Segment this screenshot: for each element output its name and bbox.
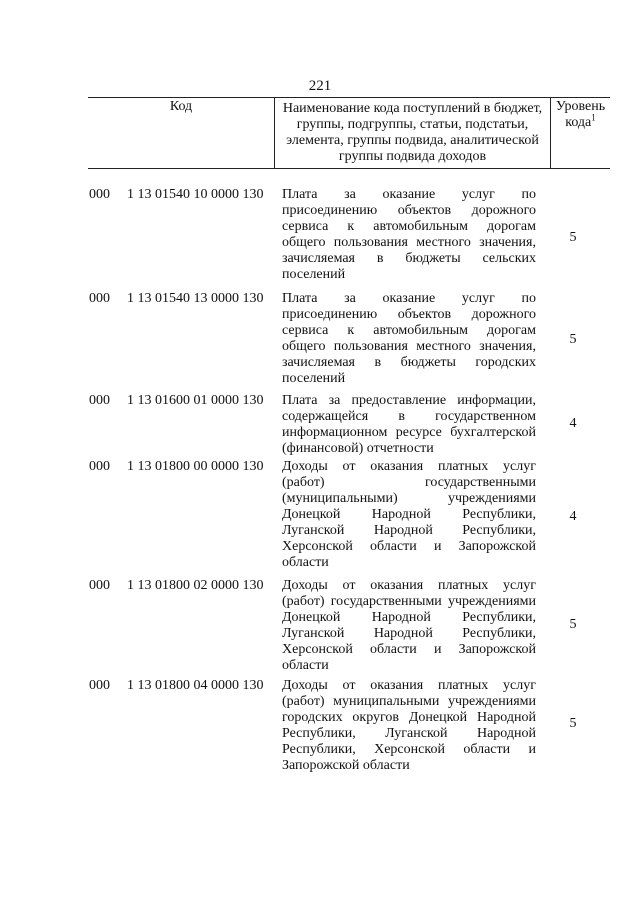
header-name <box>275 98 551 168</box>
table-body <box>0 187 640 782</box>
row-income-code: 1 13 01800 04 0000 130 <box>127 678 264 693</box>
row-admin-code: 000 <box>89 393 110 408</box>
row-level: 5 <box>569 230 577 245</box>
row-admin-code: 000 <box>89 187 110 202</box>
table-header <box>88 97 610 169</box>
row-name: Доходы от оказания платных услуг (работ) государственными учреждениями Донецкой Народной Республики, Луганской Народной Республики, Херсонской области и Запорожской области <box>282 578 536 673</box>
header-code <box>88 98 275 168</box>
row-name: Доходы от оказания платных услуг (работ) государственными (муниципальными) учреждениями Донецкой Народной Республики, Луганской Народной Республики, Херсонской области и Запорожской области <box>282 459 536 570</box>
row-income-code: 1 13 01800 00 0000 130 <box>127 459 264 474</box>
row-level: 4 <box>569 416 577 431</box>
row-name: Плата за оказание услуг по присоединению объектов дорожного сервиса к автомобильным дорогам общего пользования местного значения, зачисляемая в бюджеты сельских поселений <box>282 187 536 282</box>
row-level: 5 <box>569 716 577 731</box>
page-number: 221 <box>308 78 332 94</box>
header-code-label: Код <box>169 99 193 114</box>
table-row <box>0 393 640 459</box>
header-name-label: Наименование кода поступлений в бюджет, группы, подгруппы, статьи, подстатьи, элемента, группы подвида, аналитической группы подвида доходов <box>282 101 543 164</box>
row-admin-code: 000 <box>89 678 110 693</box>
table-row <box>0 187 640 291</box>
table-row <box>0 678 640 782</box>
row-level: 5 <box>569 617 577 632</box>
row-income-code: 1 13 01800 02 0000 130 <box>127 578 264 593</box>
table-row <box>0 291 640 393</box>
row-name: Доходы от оказания платных услуг (работ) муниципальными учреждениями городских округов Донецкой Народной Республики, Луганской Народной Республики, Херсонской области и Запорожской области <box>282 678 536 773</box>
row-name: Плата за оказание услуг по присоединению объектов дорожного сервиса к автомобильным дорогам общего пользования местного значения, зачисляемая в бюджеты городских поселений <box>282 291 536 386</box>
row-level: 4 <box>569 509 577 524</box>
header-level-footnote: 1 <box>591 112 596 123</box>
row-income-code: 1 13 01600 01 0000 130 <box>127 393 264 408</box>
row-admin-code: 000 <box>89 459 110 474</box>
header-level <box>551 98 610 168</box>
row-name: Плата за предоставление информации, содержащейся в государственном информационном ресурсе бухгалтерской (финансовой) отчетности <box>282 393 536 456</box>
row-income-code: 1 13 01540 10 0000 130 <box>127 187 264 202</box>
table-row <box>0 578 640 678</box>
row-income-code: 1 13 01540 13 0000 130 <box>127 291 264 306</box>
row-admin-code: 000 <box>89 578 110 593</box>
table-row <box>0 459 640 578</box>
row-admin-code: 000 <box>89 291 110 306</box>
header-level-label: Уровень кода <box>555 99 606 130</box>
row-level: 5 <box>569 332 577 347</box>
